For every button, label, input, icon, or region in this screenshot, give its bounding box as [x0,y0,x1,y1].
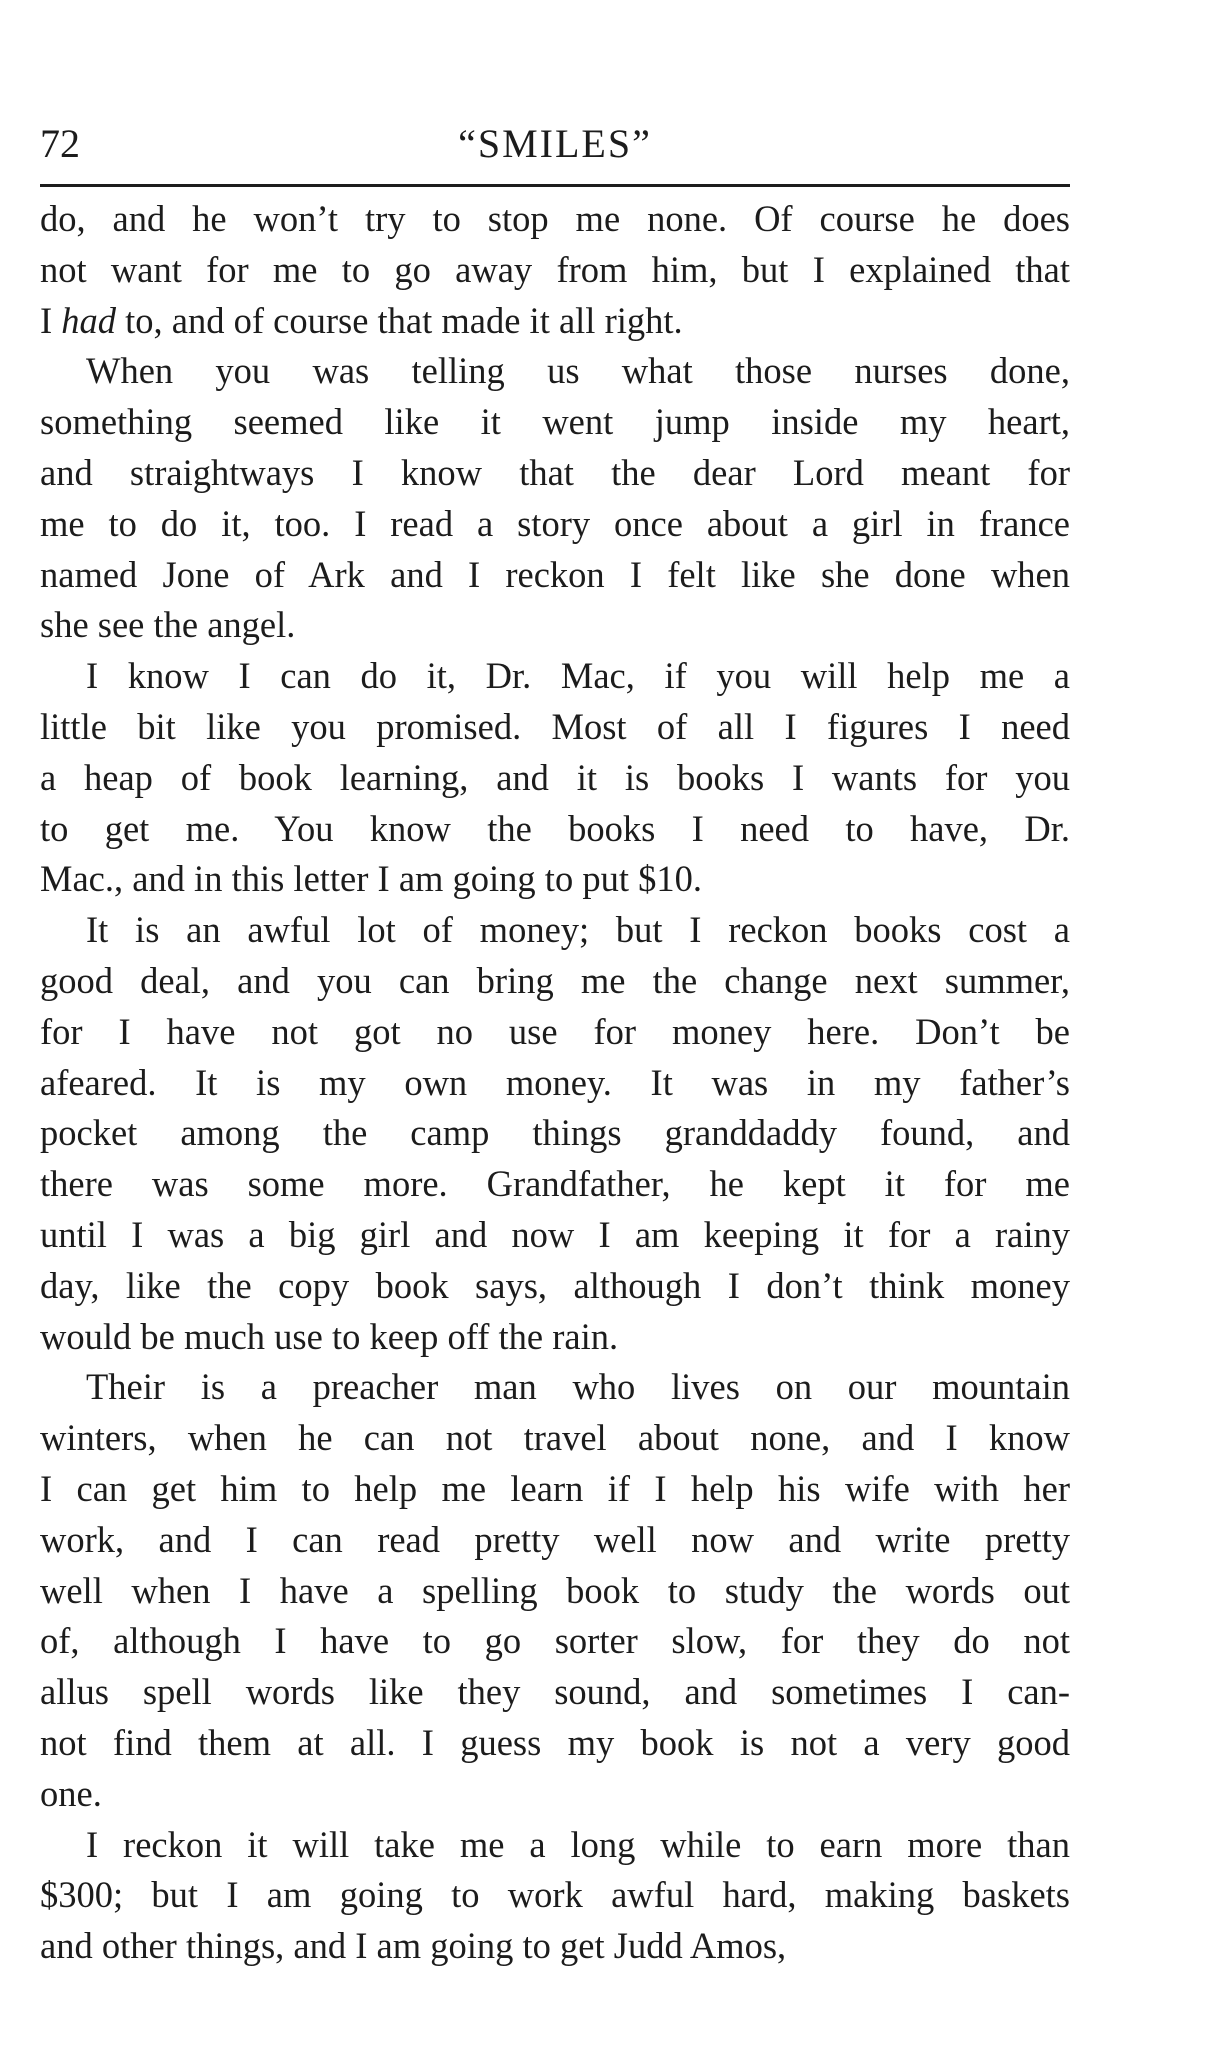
text-line: there was some more. Grandfather, he kept it for me [40,1163,1070,1205]
text-line: something seemed like it went jump inside my heart, [40,401,1070,443]
text-line: winters, when he can not travel about none, and I know [40,1417,1070,1459]
text-line: for I have not got no use for money here. Don’t be [40,1010,1070,1052]
book-page [40,0,1070,2056]
text-line: and other things, and I am going to get Judd Amos, [40,1925,787,1967]
text-line: day, like the copy book says, although I don’t think money [40,1264,1070,1306]
text-line: would be much use to keep off the rain. [40,1315,619,1357]
running-title: “SMILES” [458,121,652,166]
page-number: 72 [40,121,80,166]
paragraph [40,346,1070,651]
paragraph [40,1820,1070,1972]
text-line: good deal, and you can bring me the change next summer, [40,959,1070,1001]
text-line: I can get him to help me learn if I help his wife with her [40,1467,1070,1509]
text-line: until I was a big girl and now I am keeping it for a rainy [40,1213,1070,1255]
text-line: of, although I have to go sorter slow, for they do not [40,1620,1070,1662]
body-text [40,194,1070,1972]
emphasis: had [61,299,117,341]
text-line: a heap of book learning, and it is books I wants for you [40,756,1070,798]
paragraph [40,651,1070,905]
text-line: work, and I can read pretty well now and write pretty [40,1518,1070,1560]
text-line: not want for me to go away from him, but I explained that [40,248,1070,290]
text-line: me to do it, too. I read a story once about a girl in france [40,502,1070,544]
page-header [40,118,1070,178]
text-line: one. [40,1772,102,1814]
text-line: pocket among the camp things granddaddy found, and [40,1112,1070,1154]
text-line: not find them at all. I guess my book is not a very good [40,1721,1070,1763]
text-line: little bit like you promised. Most of all I figures I need [40,705,1070,747]
paragraph [40,194,1070,346]
text-line: named Jone of Ark and I reckon I felt like she done when [40,553,1070,595]
text-line: It is an awful lot of money; but I reckon books cost a [86,909,1070,951]
text-line: I had to, and of course that made it all right. [40,299,683,341]
paragraph [40,905,1070,1362]
header-rule [40,184,1070,187]
text-line: I reckon it will take me a long while to earn more than [86,1823,1070,1865]
text-line: allus spell words like they sound, and sometimes I can- [40,1671,1070,1713]
paragraph [40,1362,1070,1819]
text-line: she see the angel. [40,604,296,646]
text-line: to get me. You know the books I need to have, Dr. [40,807,1070,849]
text-line: do, and he won’t try to stop me none. Of course he does [40,198,1070,239]
text-line: and straightways I know that the dear Lord meant for [40,451,1070,493]
text-line: well when I have a spelling book to study the words out [40,1569,1070,1611]
text-line: Mac., and in this letter I am going to put $10. [40,858,702,900]
text-line: afeared. It is my own money. It was in my father’s [40,1061,1070,1103]
text-line: Their is a preacher man who lives on our mountain [86,1366,1070,1408]
text-line: $300; but I am going to work awful hard, making baskets [40,1874,1070,1916]
text-line: I know I can do it, Dr. Mac, if you will help me a [86,655,1070,697]
text-line: When you was telling us what those nurses done, [86,350,1070,392]
